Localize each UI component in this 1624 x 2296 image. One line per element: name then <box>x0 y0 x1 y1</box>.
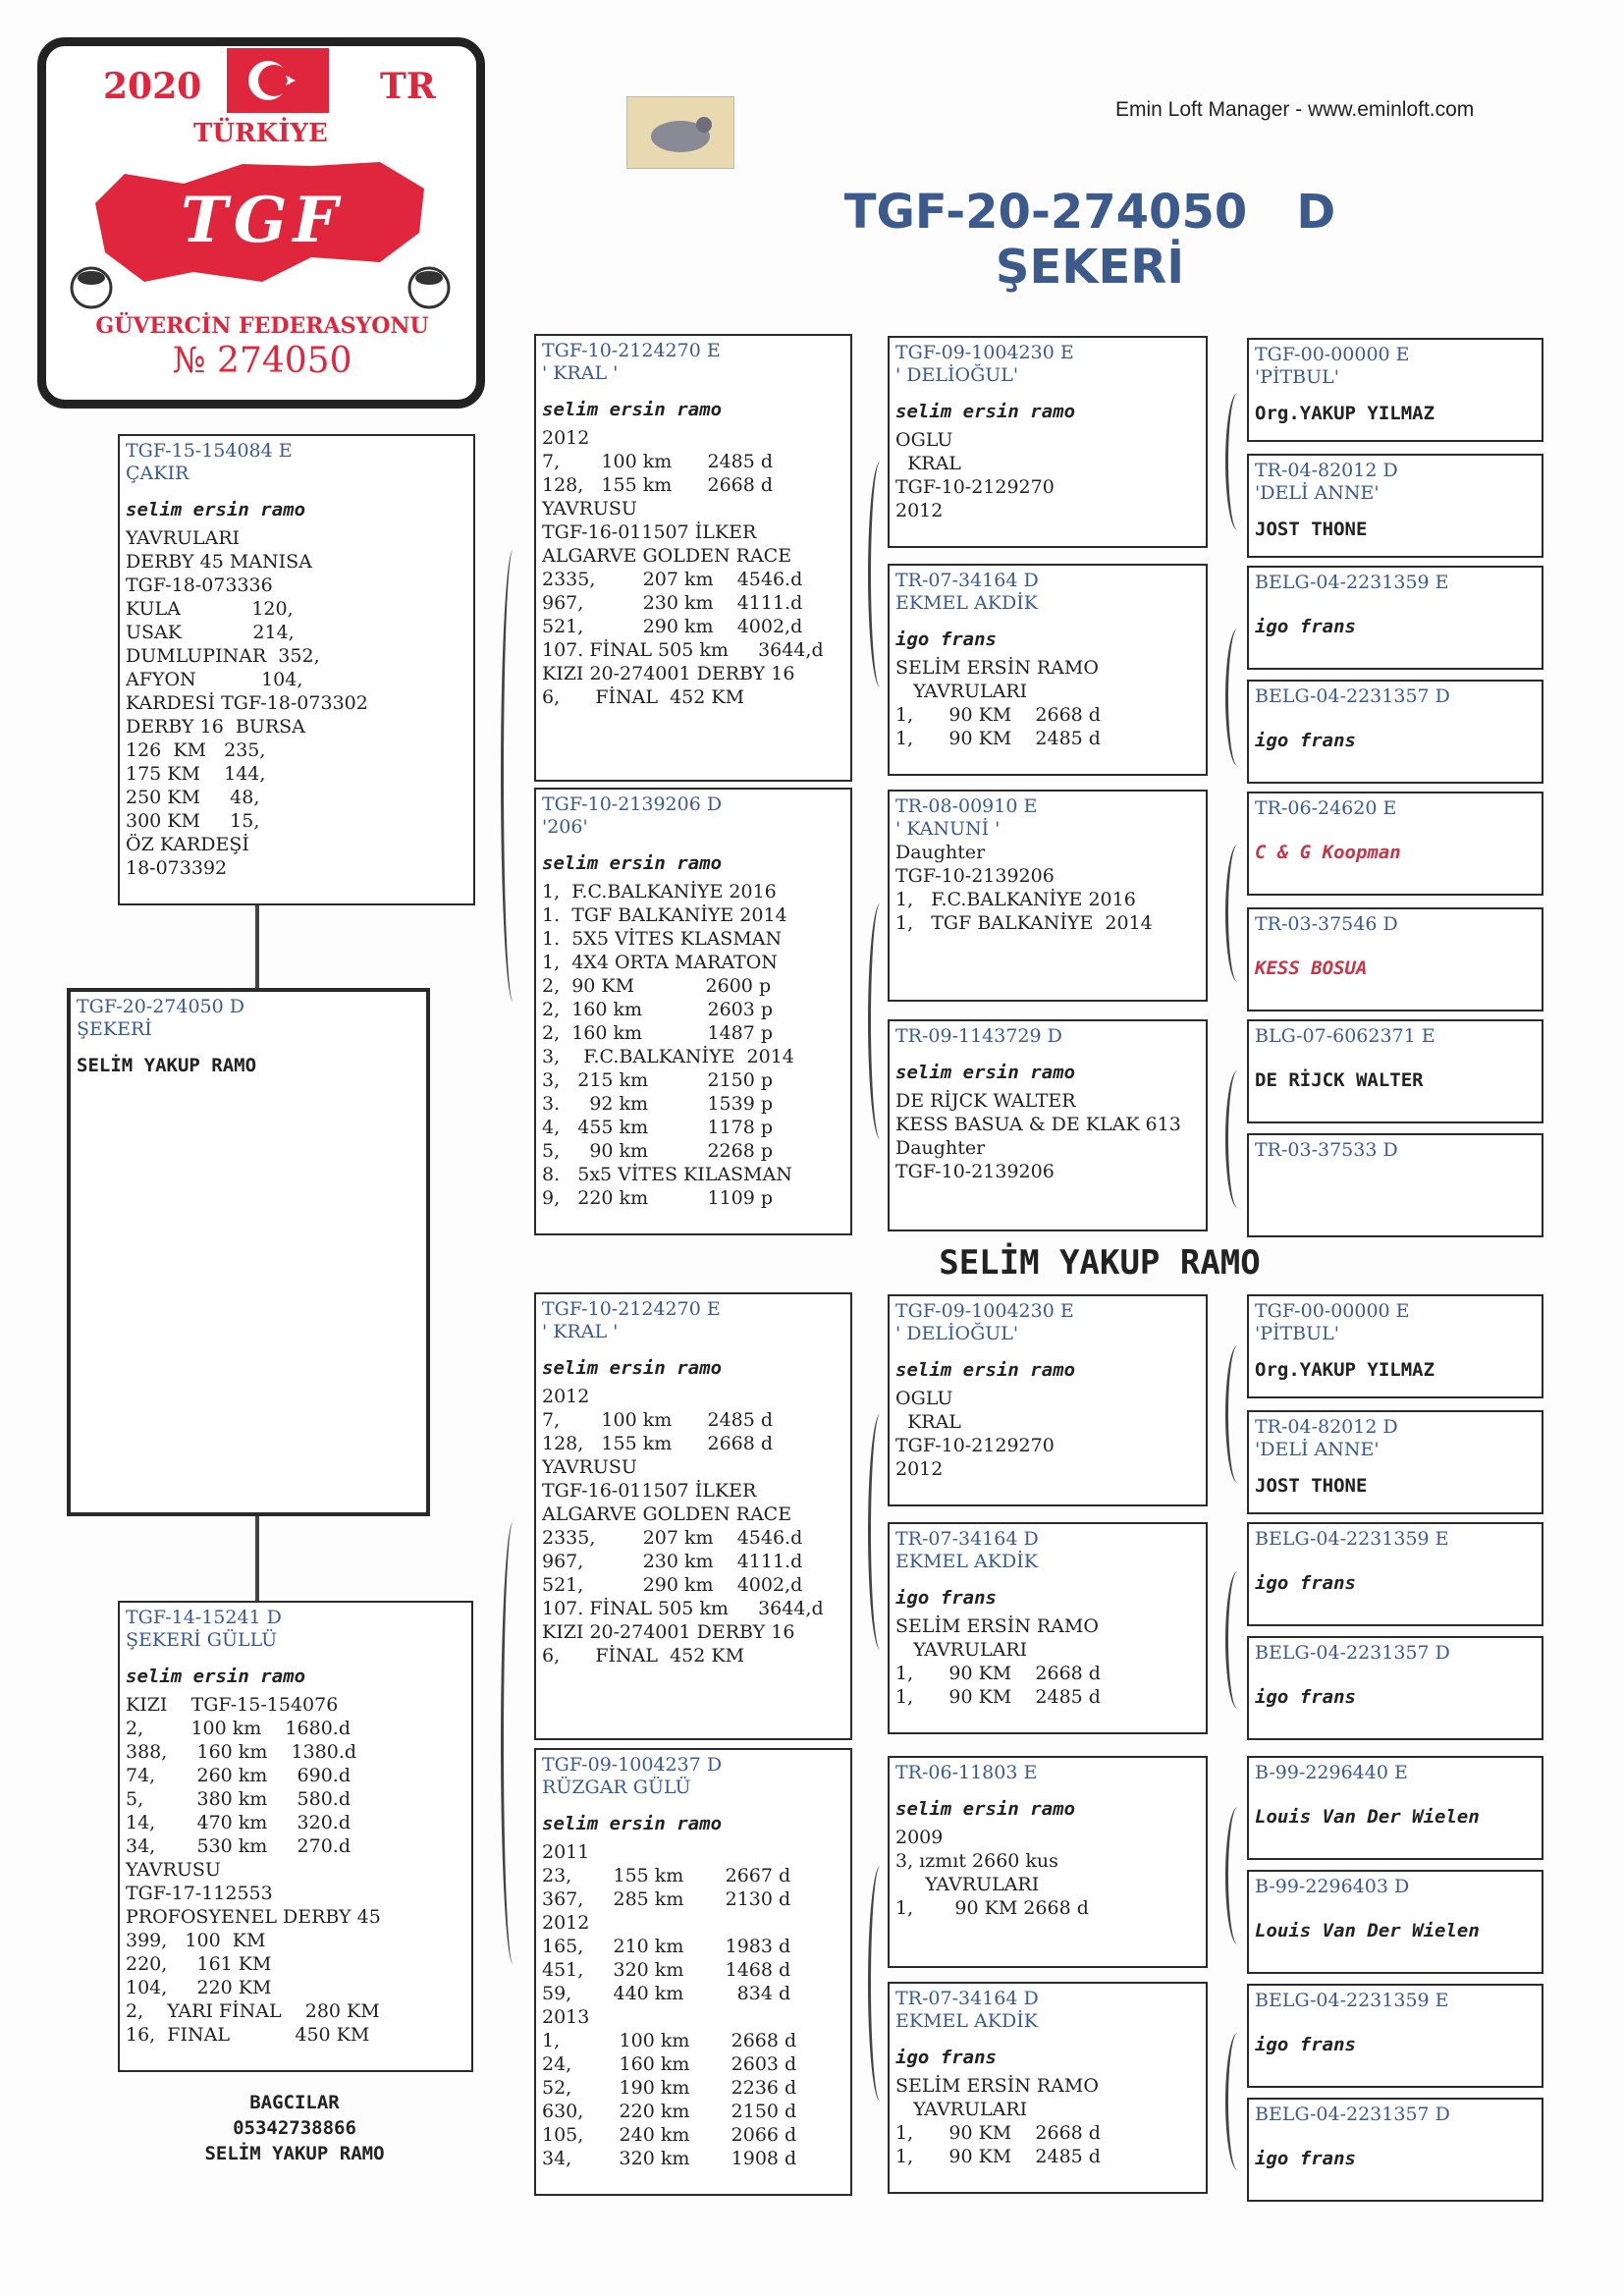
pigeon-name: 'DELİ ANNE' <box>1255 482 1380 504</box>
achievement-line: OGLU <box>895 429 953 451</box>
pigeon-owner: selim ersin ramo <box>895 1359 1076 1381</box>
achievement-line: 1. TGF BALKANİYE 2014 <box>542 904 787 926</box>
gen3-card[interactable] <box>888 1756 1208 1968</box>
pigeon-name: EKMEL AKDİK <box>895 1551 1038 1572</box>
pigeon-achievements <box>895 1826 1200 1920</box>
gen4-card[interactable] <box>1247 2098 1543 2202</box>
gen4-card[interactable] <box>1247 792 1543 896</box>
dam-achievements <box>126 1693 465 2047</box>
pedigree-brace <box>1225 1807 1250 1944</box>
pigeon-name: '206' <box>542 816 588 838</box>
sire-owner: selim ersin ramo <box>126 499 306 520</box>
achievement-line: KESS BASUA & DE KLAK 613 <box>895 1114 1181 1135</box>
achievement-line: 1, 90 KM 2668 d <box>895 2122 1101 2144</box>
pigeon-name: EKMEL AKDİK <box>895 592 1038 614</box>
achievement-line: KIZI TGF-15-154076 <box>126 1694 339 1716</box>
dam-ring: TGF-14-15241 D <box>126 1607 282 1628</box>
pigeon-ring: TR-07-34164 D <box>895 1988 1039 2009</box>
gen4-card[interactable] <box>1247 1984 1543 2088</box>
gen4-card[interactable] <box>1247 338 1543 442</box>
achievement-line: 104, 220 KM <box>126 1977 272 1998</box>
pedigree-brace <box>1225 1070 1250 1208</box>
pigeon-owner: igo frans <box>1255 616 1356 637</box>
achievement-line: 1, 90 KM 2668 d <box>895 1897 1089 1919</box>
achievement-line: YAVRULARI <box>895 1639 1028 1661</box>
pigeon-owner: DE RİJCK WALTER <box>1255 1069 1424 1091</box>
pedigree-brace <box>1225 1345 1250 1483</box>
gen4-card[interactable] <box>1247 1410 1543 1514</box>
achievement-line: ALGARVE GOLDEN RACE <box>542 1503 792 1525</box>
gen4-card[interactable] <box>1247 1133 1543 1237</box>
achievement-line: 175 KM 144, <box>126 763 266 785</box>
achievement-line: YAVRUSU <box>542 498 637 519</box>
achievement-line: 2009 <box>895 1827 944 1848</box>
pigeon-owner: selim ersin ramo <box>542 1813 723 1834</box>
achievement-line: 399, 100 KM <box>126 1930 266 1951</box>
pigeon-name: ' KRAL ' <box>542 1321 619 1342</box>
achievement-line: 1, F.C.BALKANİYE 2016 <box>542 881 777 902</box>
footer-city: BAGCILAR <box>249 2092 340 2113</box>
achievement-line: 300 KM 15, <box>126 810 260 832</box>
achievement-line: 7, 100 km 2485 d <box>542 451 774 472</box>
pigeon-owner: C & G Koopman <box>1255 842 1401 863</box>
achievement-line: 3, ızmıt 2660 kus <box>895 1850 1058 1872</box>
achievement-line: YAVRULARI <box>126 527 241 549</box>
pigeon-ring: TGF-10-2124270 E <box>542 1298 721 1320</box>
achievement-line: 7, 100 km 2485 d <box>542 1409 774 1431</box>
achievement-line: 3, F.C.BALKANİYE 2014 <box>542 1046 794 1067</box>
pigeon-owner: igo frans <box>1255 1686 1356 1708</box>
dam-owner: selim ersin ramo <box>126 1666 306 1687</box>
achievement-line: YAVRUSU <box>542 1456 637 1478</box>
achievement-line: 34, 320 km 1908 d <box>542 2148 797 2169</box>
pigeon-owner: igo frans <box>1255 2034 1356 2055</box>
achievement-line: 1, 90 KM 2668 d <box>895 704 1101 726</box>
achievement-line: Daughter <box>895 1137 986 1159</box>
gen2-card[interactable] <box>534 1748 852 2196</box>
achievement-line: 126 KM 235, <box>126 739 266 761</box>
achievement-line: 2012 <box>895 1458 944 1480</box>
pigeon-owner: selim ersin ramo <box>542 399 723 420</box>
achievement-line: 2011 <box>542 1841 590 1863</box>
pigeon-ring: TGF-09-1004237 D <box>542 1754 723 1776</box>
achievement-line: 2012 <box>542 1386 590 1407</box>
pigeon-ring: TR-06-11803 E <box>895 1762 1038 1783</box>
achievement-line: 128, 155 km 2668 d <box>542 474 774 496</box>
achievement-line: 6, FİNAL 452 KM <box>542 1645 745 1667</box>
achievement-line: YAVRULARI <box>895 1874 1040 1895</box>
pedigree-ring-title: TGF-20-274050 D <box>843 185 1336 240</box>
pigeon-owner: igo frans <box>895 629 997 650</box>
pedigree-name-title: ŞEKERİ <box>995 240 1185 295</box>
achievement-line: 521, 290 km 4002,d <box>542 1574 803 1596</box>
gen4-card[interactable] <box>1247 1756 1543 1860</box>
pedigree-brace <box>1225 845 1250 982</box>
achievement-line: SELİM ERSİN RAMO <box>895 657 1099 679</box>
gen4-card[interactable] <box>1247 1294 1543 1398</box>
pedigree-brace <box>1225 2033 1250 2170</box>
achievement-line: 367, 285 km 2130 d <box>542 1888 791 1910</box>
pedigree-brace <box>868 1866 893 2102</box>
pigeon-achievements <box>542 426 844 709</box>
achievement-line: SELİM ERSİN RAMO <box>895 2075 1099 2097</box>
achievement-line: KARDESİ TGF-18-073302 <box>126 692 368 714</box>
stamp-country: TÜRKİYE <box>193 119 328 148</box>
achievement-line: KRAL <box>895 1411 961 1433</box>
achievement-line: TGF-16-011507 İLKER <box>542 1480 757 1502</box>
achievement-line: 4, 455 km 1178 p <box>542 1117 774 1138</box>
achievement-line: 2013 <box>542 2006 590 2028</box>
pigeon-name: 'PİTBUL' <box>1255 1323 1340 1344</box>
pigeon-name: EKMEL AKDİK <box>895 2010 1038 2032</box>
pedigree-brace <box>868 462 893 687</box>
gen3-card[interactable] <box>888 564 1208 776</box>
gen4-card[interactable] <box>1247 1636 1543 1740</box>
achievement-line: DE RİJCK WALTER <box>895 1090 1076 1112</box>
pigeon-owner: igo frans <box>1255 2148 1356 2169</box>
achievement-line: 220, 161 KM <box>126 1953 272 1975</box>
gen4-card[interactable] <box>1247 454 1543 558</box>
gen3-card[interactable] <box>888 1294 1208 1506</box>
achievement-line: KIZI 20-274001 DERBY 16 <box>542 663 795 684</box>
achievement-line: 52, 190 km 2236 d <box>542 2077 797 2099</box>
achievement-line: 105, 240 km 2066 d <box>542 2124 797 2146</box>
gen4-card[interactable] <box>1247 566 1543 670</box>
achievement-line: 5, 380 km 580.d <box>126 1788 351 1810</box>
achievement-line: YAVRULARI <box>895 681 1028 702</box>
pigeon-achievements <box>895 1089 1200 1183</box>
pigeon-ring: TGF-00-00000 E <box>1255 344 1410 365</box>
stamp-country-code: TR <box>380 66 436 107</box>
achievement-line: 2012 <box>542 427 590 449</box>
achievement-line: 2012 <box>895 500 944 521</box>
gen4-card[interactable] <box>1247 1522 1543 1626</box>
achievement-line: 250 KM 48, <box>126 787 260 808</box>
pigeon-ring: TR-03-37546 D <box>1255 913 1398 935</box>
subject-name: ŞEKERİ <box>77 1018 152 1040</box>
achievement-line: DERBY 16 BURSA <box>126 716 305 738</box>
pigeon-achievements <box>542 880 844 1210</box>
left-pigeon-logo-icon <box>62 260 121 309</box>
achievement-line: Daughter <box>895 842 986 863</box>
achievement-line: 1. 5X5 VİTES KLASMAN <box>542 928 783 950</box>
pedigree-brace <box>868 1414 893 1650</box>
achievement-line: KRAL <box>895 453 961 474</box>
pigeon-owner: selim ersin ramo <box>895 1062 1076 1083</box>
achievement-line: 6, FİNAL 452 KM <box>542 686 745 708</box>
pigeon-ring: BLG-07-6062371 E <box>1255 1025 1435 1047</box>
achievement-line: 521, 290 km 4002,d <box>542 616 803 637</box>
pigeon-ring: BELG-04-2231357 D <box>1255 685 1450 707</box>
sire-ring: TGF-15-154084 E <box>126 440 293 462</box>
achievement-line: 9, 220 km 1109 p <box>542 1187 774 1209</box>
achievement-line: 23, 155 km 2667 d <box>542 1865 791 1886</box>
footer-phone: 05342738866 <box>233 2117 356 2139</box>
pigeon-ring: TGF-09-1004230 E <box>895 1300 1074 1322</box>
achievement-line: ÖZ KARDEŞİ <box>126 834 249 855</box>
pigeon-achievements <box>542 1385 844 1667</box>
pigeon-name: 'DELİ ANNE' <box>1255 1439 1380 1460</box>
pigeon-owner: Louis Van Der Wielen <box>1255 1806 1480 1828</box>
pedigree-brace <box>1225 629 1250 766</box>
achievement-line: 5, 90 km 2268 p <box>542 1140 774 1162</box>
achievement-line: 128, 155 km 2668 d <box>542 1433 774 1454</box>
subject-owner: SELİM YAKUP RAMO <box>77 1055 257 1076</box>
gen2-card[interactable] <box>534 1292 852 1740</box>
pedigree-brace <box>501 550 525 1002</box>
achievement-line: TGF-10-2129270 <box>895 476 1055 498</box>
achievement-line: 34, 530 km 270.d <box>126 1835 351 1857</box>
owner-contact <box>147 2090 442 2166</box>
achievement-line: 2, YARI FİNAL 280 KM <box>126 2000 380 2022</box>
achievement-line: 1, TGF BALKANİYE 2014 <box>895 912 1153 934</box>
achievement-line: 1, 100 km 2668 d <box>542 2030 797 2051</box>
pigeon-name: RÜZGAR GÜLÜ <box>542 1777 691 1798</box>
pigeon-ring: BELG-04-2231357 D <box>1255 2104 1450 2125</box>
subject-ring: TGF-20-274050 D <box>77 996 244 1017</box>
federation-stamp <box>37 37 485 409</box>
sire-connector <box>255 905 259 988</box>
flag-icon <box>227 48 329 113</box>
pigeon-owner: selim ersin ramo <box>542 852 723 874</box>
gen2-card[interactable] <box>534 788 852 1235</box>
achievement-line: 74, 260 km 690.d <box>126 1765 351 1786</box>
achievement-line: 967, 230 km 4111.d <box>542 592 803 614</box>
achievement-line: 2335, 207 km 4546.d <box>542 569 803 590</box>
pigeon-name: ' DELİOĞUL' <box>895 364 1019 386</box>
right-pigeon-logo-icon <box>400 260 459 309</box>
pigeon-achievements <box>542 1840 844 2170</box>
achievement-line: SELİM ERSİN RAMO <box>895 1615 1099 1637</box>
achievement-line: 1, F.C.BALKANİYE 2016 <box>895 889 1136 910</box>
pigeon-ring: TR-06-24620 E <box>1255 797 1397 819</box>
pigeon-ring: BELG-04-2231359 E <box>1255 1990 1449 2011</box>
sire-achievements <box>126 526 467 880</box>
achievement-line: 2, 100 km 1680.d <box>126 1718 351 1739</box>
pigeon-ring: TGF-09-1004230 E <box>895 342 1074 363</box>
achievement-line: 1, 90 KM 2668 d <box>895 1663 1101 1684</box>
pedigree-brace <box>1225 1571 1250 1709</box>
pigeon-ring: B-99-2296403 D <box>1255 1876 1410 1897</box>
pigeon-name: 'PİTBUL' <box>1255 366 1340 388</box>
pedigree-brace <box>501 1522 525 1964</box>
achievement-line: 451, 320 km 1468 d <box>542 1959 791 1981</box>
pigeon-owner: igo frans <box>895 2047 997 2068</box>
pigeon-ring: BELG-04-2231359 E <box>1255 572 1449 593</box>
achievement-line: 16, FINAL 450 KM <box>126 2024 370 2046</box>
achievement-line: 8. 5x5 VİTES KILASMAN <box>542 1164 792 1185</box>
footer-owner: SELİM YAKUP RAMO <box>204 2143 385 2164</box>
achievement-line: 3, 215 km 2150 p <box>542 1069 774 1091</box>
pigeon-owner: selim ersin ramo <box>895 401 1076 422</box>
pigeon-owner: selim ersin ramo <box>895 1798 1076 1820</box>
gen2-card[interactable] <box>534 334 852 782</box>
achievement-line: 1, 90 KM 2485 d <box>895 2146 1101 2167</box>
gen4-card[interactable] <box>1247 1870 1543 1974</box>
pigeon-ring: TR-03-37533 D <box>1255 1139 1398 1161</box>
pigeon-owner: selim ersin ramo <box>542 1357 723 1379</box>
achievement-line: TGF-10-2129270 <box>895 1435 1055 1456</box>
pigeon-achievements <box>895 1387 1200 1481</box>
achievement-line: DUMLUPINAR 352, <box>126 645 320 667</box>
achievement-line: AFYON 104, <box>126 669 303 690</box>
pigeon-achievements <box>895 428 1200 522</box>
achievement-line: TGF-10-2139206 <box>895 865 1055 887</box>
pigeon-achievements <box>895 2074 1200 2168</box>
breeder-name-heading: SELİM YAKUP RAMO <box>939 1243 1261 1283</box>
pigeon-achievements <box>895 1614 1200 1709</box>
achievement-line: 59, 440 km 834 d <box>542 1983 791 2004</box>
pigeon-ring: TR-07-34164 D <box>895 570 1039 591</box>
gen3-card[interactable] <box>888 790 1208 1002</box>
achievement-line: PROFOSYENEL DERBY 45 <box>126 1906 381 1928</box>
pigeon-ring: BELG-04-2231357 D <box>1255 1642 1450 1664</box>
achievement-line: 165, 210 km 1983 d <box>542 1936 791 1957</box>
sire-name: ÇAKIR <box>126 463 189 484</box>
achievement-line: 2335, 207 km 4546.d <box>542 1527 803 1549</box>
pigeon-ring: TGF-10-2124270 E <box>542 340 721 361</box>
achievement-line: 107. FİNAL 505 km 3644,d <box>542 1598 824 1619</box>
achievement-line: 24, 160 km 2603 d <box>542 2053 797 2075</box>
achievement-line: 630, 220 km 2150 d <box>542 2101 797 2122</box>
pigeon-ring: TGF-10-2139206 D <box>542 793 723 815</box>
achievement-line: KULA 120, <box>126 598 294 620</box>
pigeon-owner: igo frans <box>1255 1572 1356 1594</box>
achievement-line: OGLU <box>895 1388 953 1409</box>
achievement-line: TGF-10-2139206 <box>895 1161 1055 1182</box>
achievement-line: 388, 160 km 1380.d <box>126 1741 357 1763</box>
pigeon-owner: Org.YAKUP YILMAZ <box>1255 403 1435 424</box>
pigeon-owner: KESS BOSUA <box>1255 957 1368 979</box>
gen3-card[interactable] <box>888 1982 1208 2194</box>
pigeon-achievements <box>895 841 1200 935</box>
achievement-line: YAVRUSU <box>126 1859 221 1881</box>
achievement-line: YAVRULARI <box>895 2099 1028 2120</box>
achievement-line: 2012 <box>542 1912 590 1934</box>
achievement-line: 3. 92 km 1539 p <box>542 1093 774 1115</box>
achievement-line: USAK 214, <box>126 622 295 643</box>
stamp-federation: GÜVERCİN FEDERASYONU <box>95 313 429 339</box>
gen4-card[interactable] <box>1247 907 1543 1011</box>
gen4-card[interactable] <box>1247 680 1543 784</box>
software-credit: Emin Loft Manager - www.eminloft.com <box>1115 98 1475 121</box>
stamp-year: 2020 <box>103 66 202 107</box>
gen3-card[interactable] <box>888 1019 1208 1231</box>
achievement-line: DERBY 45 MANISA <box>126 551 312 573</box>
achievement-line: 1, 4X4 ORTA MARATON <box>542 952 778 973</box>
achievement-line: 2, 90 KM 2600 p <box>542 975 772 997</box>
gen4-card[interactable] <box>1247 1019 1543 1123</box>
pigeon-photo-thumbnail <box>626 96 734 169</box>
gen3-card[interactable] <box>888 1522 1208 1734</box>
pigeon-owner: Org.YAKUP YILMAZ <box>1255 1359 1435 1381</box>
stamp-org: TGF <box>181 184 344 257</box>
pigeon-ring: BELG-04-2231359 E <box>1255 1528 1449 1550</box>
pigeon-ring: TR-07-34164 D <box>895 1528 1039 1550</box>
pigeon-owner: JOST THONE <box>1255 1475 1368 1497</box>
achievement-line: 14, 470 km 320.d <box>126 1812 351 1833</box>
pigeon-name: ' KANUNİ ' <box>895 818 1001 840</box>
dam-connector <box>255 1516 259 1601</box>
pigeon-name: ' DELİOĞUL' <box>895 1323 1019 1344</box>
subject-card[interactable] <box>67 988 430 1516</box>
achievement-line: 967, 230 km 4111.d <box>542 1551 803 1572</box>
achievement-line: 2, 160 km 2603 p <box>542 999 774 1020</box>
pigeon-owner: JOST THONE <box>1255 519 1368 540</box>
achievement-line: TGF-16-011507 İLKER <box>542 521 757 543</box>
pigeon-ring: TR-04-82012 D <box>1255 460 1398 481</box>
achievement-line: TGF-17-112553 <box>126 1883 273 1904</box>
achievement-line: 107. FİNAL 505 km 3644,d <box>542 639 824 661</box>
pigeon-owner: igo frans <box>895 1587 997 1609</box>
pigeon-ring: B-99-2296440 E <box>1255 1762 1408 1783</box>
achievement-line: 1, 90 KM 2485 d <box>895 1686 1101 1708</box>
achievement-line: 1, 90 KM 2485 d <box>895 728 1101 749</box>
gen3-card[interactable] <box>888 336 1208 548</box>
achievement-line: ALGARVE GOLDEN RACE <box>542 545 792 567</box>
sire-card[interactable] <box>118 434 475 905</box>
achievement-line: 18-073392 <box>126 857 228 879</box>
achievement-line: 2, 160 km 1487 p <box>542 1022 774 1044</box>
pigeon-owner: Louis Van Der Wielen <box>1255 1920 1480 1941</box>
achievement-line: KIZI 20-274001 DERBY 16 <box>542 1621 795 1643</box>
stamp-number: № 274050 <box>172 341 352 381</box>
dam-card[interactable] <box>118 1601 473 2072</box>
pigeon-ring: TR-08-00910 E <box>895 795 1038 817</box>
pigeon-ring: TGF-00-00000 E <box>1255 1300 1410 1322</box>
achievement-line: TGF-18-073336 <box>126 574 273 596</box>
pedigree-brace <box>1225 393 1250 530</box>
pedigree-brace <box>868 903 893 1139</box>
pigeon-achievements <box>895 656 1200 750</box>
pigeon-name: ' KRAL ' <box>542 362 619 384</box>
pigeon-ring: TR-09-1143729 D <box>895 1025 1062 1047</box>
pigeon-ring: TR-04-82012 D <box>1255 1416 1398 1438</box>
pigeon-owner: igo frans <box>1255 730 1356 751</box>
dam-name: ŞEKERİ GÜLLÜ <box>126 1629 278 1651</box>
